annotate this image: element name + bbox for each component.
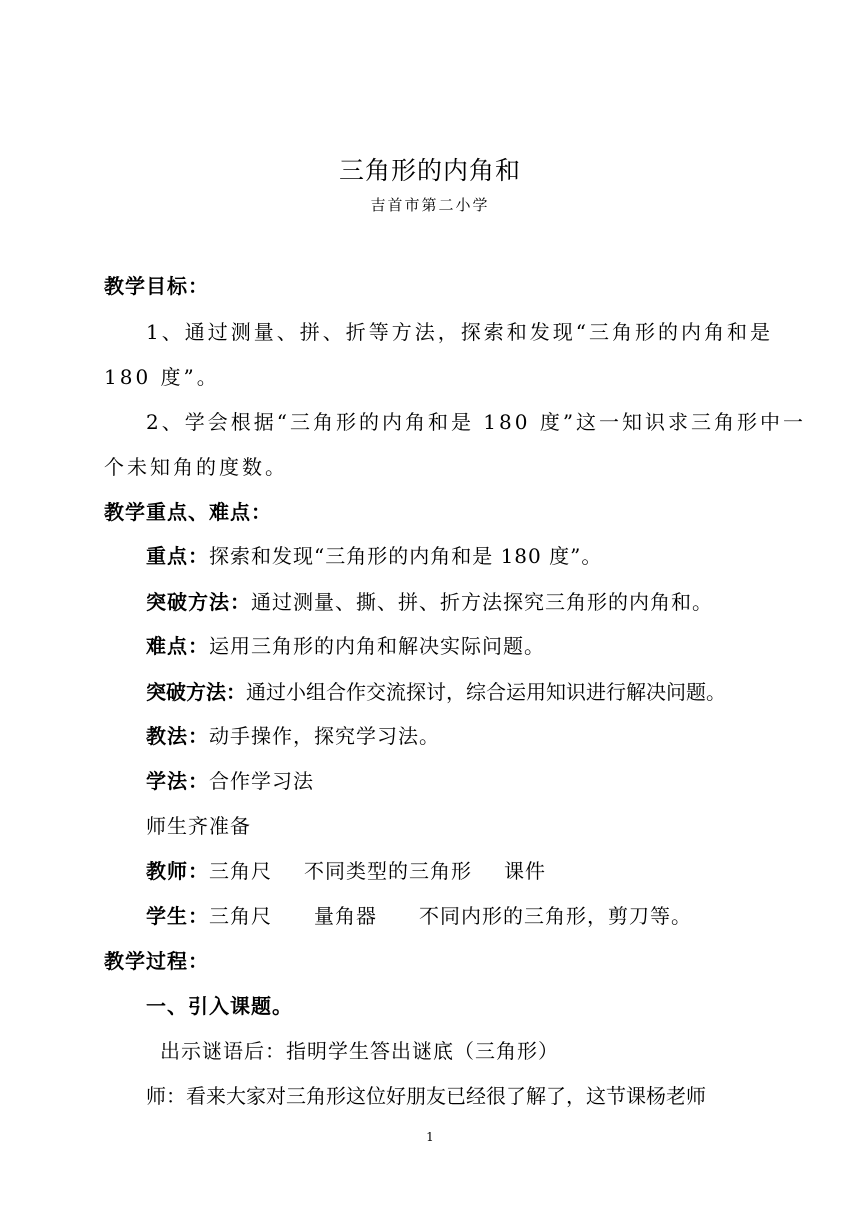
objective-1-line-1: 1、通过测量、拼、折等方法，探索和发现“三角形的内角和是 (146, 320, 773, 344)
teaching-method-text: 动手操作，探究学习法。 (209, 724, 440, 748)
method-2-text: 通过小组合作交流探讨，综合运用知识进行解决问题。 (246, 680, 726, 704)
section-1-title: 一、引入课题。 (146, 994, 293, 1018)
teacher-item: 三角尺 (209, 859, 272, 883)
process-line-2: 师：看来大家对三角形这位好朋友已经很了解了，这节课杨老师 (146, 1084, 706, 1108)
objective-1-line-2: 180 度”。 (104, 365, 220, 389)
page-number: 1 (426, 1130, 434, 1144)
focus-line (146, 546, 602, 566)
process-heading: 教学过程： (104, 949, 209, 973)
method-1-label: 突破方法： (146, 590, 251, 614)
objective-2-line-1: 2、学会根据“三角形的内角和是 180 度”这一知识求三角形中一 (146, 410, 807, 434)
school-name: 吉首市第二小学 (370, 196, 490, 214)
learning-method-line (146, 771, 314, 791)
process-line-1: 出示谜语后：指明学生答出谜底（三角形） (160, 1039, 559, 1063)
preparation-heading: 师生齐准备 (146, 814, 251, 838)
difficulty-line (146, 636, 545, 656)
teaching-method-label: 教法： (146, 724, 209, 748)
teaching-method-line (146, 726, 440, 746)
teacher-prep-line (146, 861, 546, 881)
document-title: 三角形的内角和 (338, 156, 521, 185)
method-1-line (146, 592, 713, 612)
learning-method-label: 学法： (146, 769, 209, 793)
method-2-line (146, 682, 726, 702)
key-points-heading: 教学重点、难点： (104, 500, 272, 524)
focus-label: 重点： (146, 544, 209, 568)
difficulty-label: 难点： (146, 634, 209, 658)
objectives-heading: 教学目标： (104, 274, 209, 298)
teacher-item: 不同类型的三角形 (304, 859, 472, 883)
difficulty-text: 运用三角形的内角和解决实际问题。 (209, 634, 545, 658)
student-prep-line (146, 906, 692, 926)
teacher-item: 课件 (504, 859, 546, 883)
student-label: 学生： (146, 904, 209, 928)
method-2-label: 突破方法： (146, 680, 246, 704)
teacher-label: 教师： (146, 859, 209, 883)
student-item: 量角器 (314, 904, 377, 928)
objective-2-line-2: 个未知角的度数。 (104, 455, 288, 479)
method-1-text: 通过测量、撕、拼、折方法探究三角形的内角和。 (251, 590, 713, 614)
focus-text: 探索和发现“三角形的内角和是 180 度”。 (209, 544, 603, 568)
student-item: 三角尺 (209, 904, 272, 928)
student-item: 不同内形的三角形，剪刀等。 (419, 904, 692, 928)
learning-method-text: 合作学习法 (209, 769, 314, 793)
